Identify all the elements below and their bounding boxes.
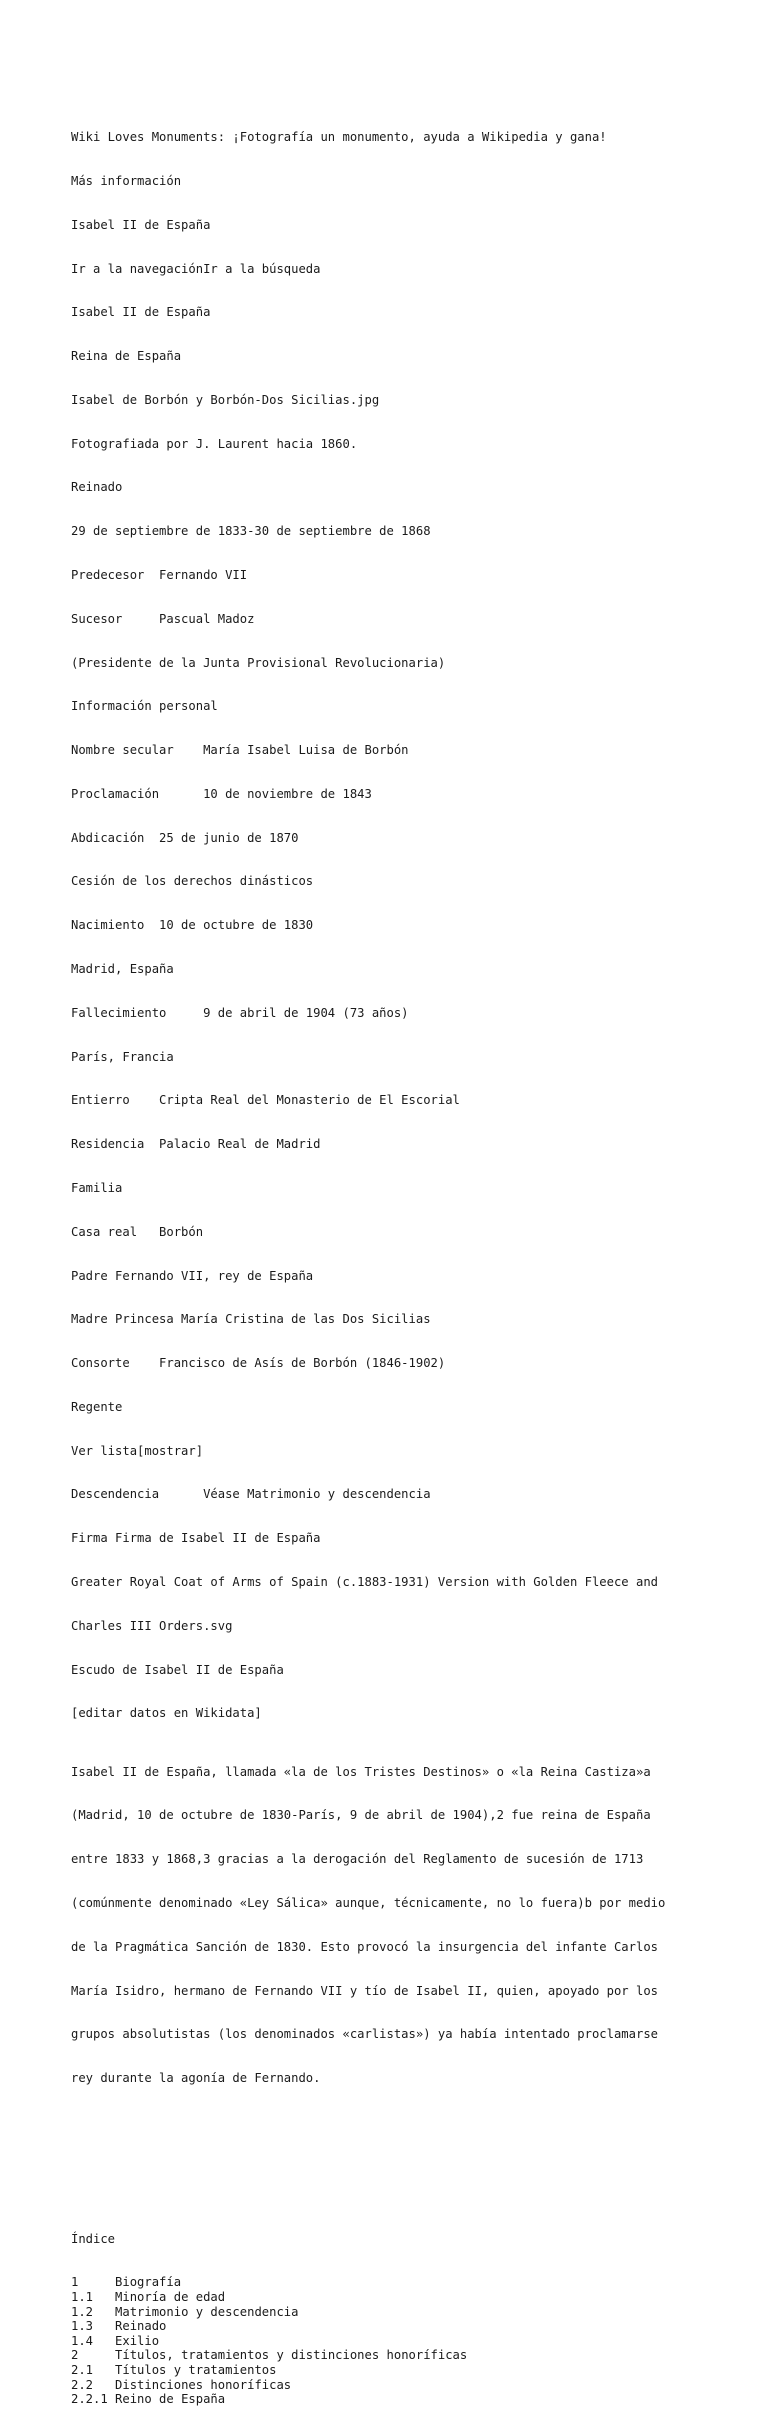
coat-of-arms-link-cont[interactable]: Charles III Orders.svg bbox=[71, 1618, 233, 1633]
toc-item[interactable] bbox=[71, 2319, 711, 2334]
toc-item-number: 2.2.1 bbox=[71, 2392, 108, 2407]
intro-line: (Madrid, 10 de octubre de 1830-París, 9 de abril de 1904),2 fue reina de España bbox=[71, 1808, 651, 1823]
toc-item-label: Distinciones honoríficas bbox=[115, 2377, 292, 2392]
coat-of-arms-caption: Escudo de Isabel II de España bbox=[71, 1662, 284, 1677]
secular-name-row: Nombre secular María Isabel Luisa de Borbón bbox=[71, 743, 409, 758]
toc-item-label: Exilio bbox=[115, 2333, 160, 2348]
table-of-contents bbox=[71, 2275, 711, 2406]
toc-item-number: 1.3 bbox=[71, 2319, 108, 2334]
spacer bbox=[71, 2130, 711, 2145]
successor-row: Sucesor Pascual Madoz bbox=[71, 611, 255, 626]
intro-line: de la Pragmática Sanción de 1830. Esto provocó la insurgencia del infante Carlos bbox=[71, 1939, 658, 1954]
banner-text: Wiki Loves Monuments: ¡Fotografía un monumento, ayuda a Wikipedia y gana! bbox=[71, 130, 607, 145]
toc-item-label: Reino de España bbox=[115, 2392, 226, 2407]
consort-row: Consorte Francisco de Asís de Borbón (1846-1902) bbox=[71, 1356, 446, 1371]
toc-item-label: Títulos y tratamientos bbox=[115, 2363, 277, 2378]
personal-heading: Información personal bbox=[71, 699, 218, 714]
predecessor-row: Predecesor Fernando VII bbox=[71, 568, 248, 582]
toc-heading: Índice bbox=[71, 2231, 116, 2246]
spacer bbox=[71, 2173, 711, 2188]
toc-item-number: 1.1 bbox=[71, 2290, 108, 2305]
proclamation-row: Proclamación 10 de noviembre de 1843 bbox=[71, 786, 372, 801]
toc-item-number: 2.2 bbox=[71, 2377, 108, 2392]
successor-note: (Presidente de la Junta Provisional Revolucionaria) bbox=[71, 655, 446, 670]
death-place: París, Francia bbox=[71, 1049, 174, 1064]
toc-item-label: Minoría de edad bbox=[115, 2290, 226, 2305]
burial-row: Entierro Cripta Real del Monasterio de El Escorial bbox=[71, 1093, 460, 1108]
toc-item[interactable] bbox=[71, 2363, 711, 2378]
toc-item[interactable] bbox=[71, 2348, 711, 2363]
page-title: Isabel II de España bbox=[71, 217, 211, 232]
toc-item[interactable] bbox=[71, 2392, 711, 2407]
more-info-link[interactable]: Más información bbox=[71, 173, 182, 188]
coat-of-arms-link[interactable]: Greater Royal Coat of Arms of Spain (c.1883-1931) Version with Golden Fleece and bbox=[71, 1574, 658, 1589]
infobox-title: Reina de España bbox=[71, 349, 182, 364]
infobox-image-link[interactable]: Isabel de Borbón y Borbón-Dos Sicilias.jpg bbox=[71, 392, 380, 407]
toc-item[interactable] bbox=[71, 2305, 711, 2320]
mother-row: Madre Princesa María Cristina de las Dos Sicilias bbox=[71, 1312, 431, 1327]
intro-line: María Isidro, hermano de Fernando VII y tío de Isabel II, quien, apoyado por los bbox=[71, 1983, 658, 1998]
father-row: Padre Fernando VII, rey de España bbox=[71, 1268, 314, 1283]
birth-place: Madrid, España bbox=[71, 962, 174, 977]
skip-links[interactable]: Ir a la navegaciónIr a la búsqueda bbox=[71, 261, 321, 276]
intro-line: grupos absolutistas (los denominados «carlistas») ya había intentado proclamarse bbox=[71, 2027, 658, 2042]
toc-item-number: 2.1 bbox=[71, 2363, 108, 2378]
toc-item-number: 1 bbox=[71, 2275, 108, 2290]
royal-house-row: Casa real Borbón bbox=[71, 1224, 204, 1239]
abdication-row: Abdicación 25 de junio de 1870 bbox=[71, 830, 299, 845]
intro-line: entre 1833 y 1868,3 gracias a la derogación del Reglamento de sucesión de 1713 bbox=[71, 1852, 644, 1867]
reign-dates: 29 de septiembre de 1833-30 de septiembre de 1868 bbox=[71, 524, 431, 539]
toc-item-label: Matrimonio y descendencia bbox=[115, 2304, 299, 2319]
residence-row: Residencia Palacio Real de Madrid bbox=[71, 1137, 321, 1152]
signature-row: Firma Firma de Isabel II de España bbox=[71, 1531, 321, 1546]
intro-line: (comúnmente denominado «Ley Sálica» aunque, técnicamente, no lo fuera)b por medio bbox=[71, 1896, 666, 1911]
toc-item-number: 1.4 bbox=[71, 2333, 108, 2348]
birth-row: Nacimiento 10 de octubre de 1830 bbox=[71, 918, 314, 933]
toc-item-label: Títulos, tratamientos y distinciones honoríficas bbox=[115, 2348, 468, 2363]
toc-item[interactable] bbox=[71, 2378, 711, 2393]
intro-line: Isabel II de España, llamada «la de los Tristes Destinos» o «la Reina Castiza»a bbox=[71, 1764, 651, 1779]
toc-item[interactable] bbox=[71, 2275, 711, 2290]
regent-row: Regente bbox=[71, 1399, 123, 1414]
infobox-name: Isabel II de España bbox=[71, 305, 211, 320]
toc-item-label: Reinado bbox=[115, 2319, 167, 2334]
toc-item-label: Biografía bbox=[115, 2275, 182, 2290]
edit-wikidata-link[interactable]: [editar datos en Wikidata] bbox=[71, 1706, 262, 1721]
toc-item-number: 1.2 bbox=[71, 2304, 108, 2319]
toc-item[interactable] bbox=[71, 2290, 711, 2305]
show-list-toggle[interactable]: Ver lista[mostrar] bbox=[71, 1443, 204, 1458]
reign-heading: Reinado bbox=[71, 480, 123, 495]
toc-item[interactable] bbox=[71, 2334, 711, 2349]
intro-line: rey durante la agonía de Fernando. bbox=[71, 2071, 321, 2086]
infobox-image-caption: Fotografiada por J. Laurent hacia 1860. bbox=[71, 436, 358, 451]
toc-item-number: 2 bbox=[71, 2348, 108, 2363]
dynastic-cession-row: Cesión de los derechos dinásticos bbox=[71, 874, 314, 889]
family-heading: Familia bbox=[71, 1180, 123, 1195]
document-body bbox=[71, 101, 711, 2421]
death-row: Fallecimiento 9 de abril de 1904 (73 años) bbox=[71, 1005, 409, 1020]
descendants-row: Descendencia Véase Matrimonio y descendencia bbox=[71, 1487, 431, 1502]
